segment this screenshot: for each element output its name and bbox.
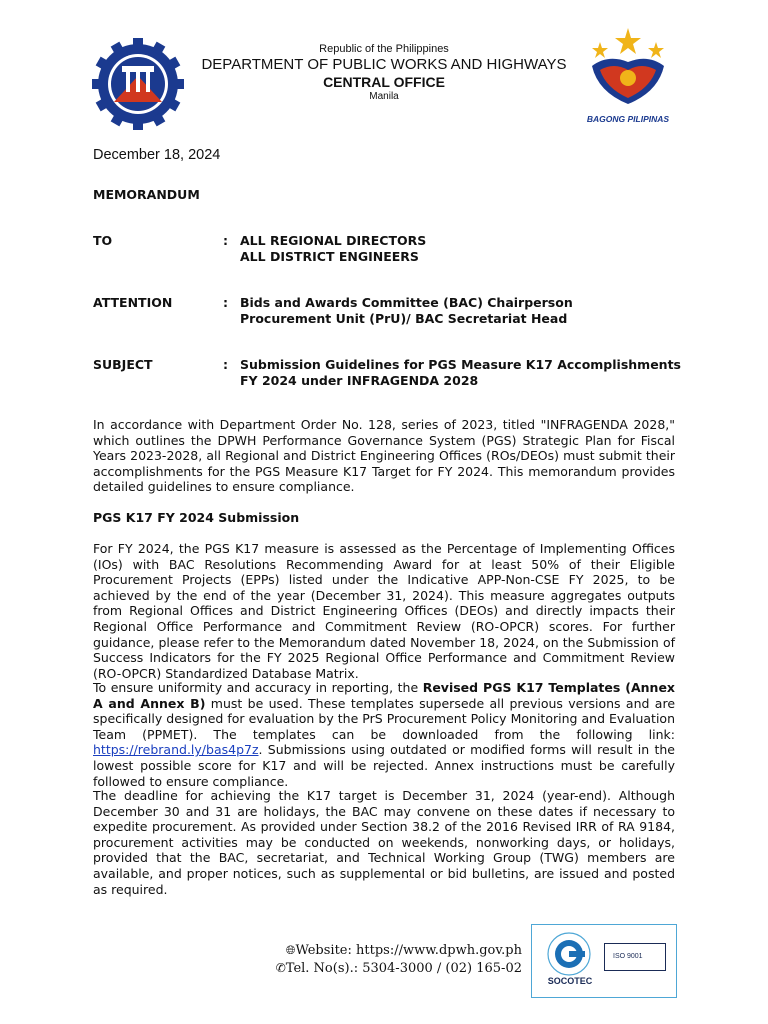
memo-date: December 18, 2024 <box>93 147 221 163</box>
iso-label: ISO 9001 <box>613 953 643 960</box>
to-values <box>240 233 690 265</box>
to-value-line: ALL DISTRICT ENGINEERS <box>240 249 419 264</box>
city-name: Manila <box>369 91 399 102</box>
to-value-line: ALL REGIONAL DIRECTORS <box>240 233 427 248</box>
to-row <box>93 233 683 267</box>
telephone-text: Tel. No(s).: 5304-3000 / (02) 165-02 <box>285 961 522 976</box>
website-line <box>240 941 522 960</box>
intro-paragraph: In accordance with Department Order No. 128, series of 2023, titled "INFRAGENDA 2028," which outlines the DPWH Performance Governance System (PGS) Strategic Plan for Fiscal Years 2023-2028, all Regional and District Engineering Offices (ROs/DEOs) must submit their accomplishments for the PGS Measure K17 Target for FY 2024. This memorandum provides detailed guidelines to ensure compliance. <box>93 417 675 495</box>
attention-value-line: Bids and Awards Committee (BAC) Chairperson <box>240 295 573 310</box>
subject-label: SUBJECT <box>93 357 153 372</box>
attention-colon: : <box>223 295 228 310</box>
attention-values <box>240 295 690 327</box>
subject-value-line: FY 2024 under INFRAGENDA 2028 <box>240 373 479 388</box>
subject-values <box>240 357 710 389</box>
to-colon: : <box>223 233 228 248</box>
office-name: CENTRAL OFFICE <box>323 74 445 90</box>
templates-bold-text: Revised PGS K17 Templates (Annex A and Annex B) <box>93 680 675 711</box>
republic-line: Republic of the Philippines <box>319 43 449 55</box>
subject-row <box>93 357 683 391</box>
iso-box <box>604 943 666 971</box>
templates-text-a: To ensure uniformity and accuracy in reporting, the <box>93 680 423 695</box>
memo-type: MEMORANDUM <box>93 187 200 202</box>
bagong-pilipinas-text: BAGONG PILIPINAS <box>586 114 670 124</box>
department-name: DEPARTMENT OF PUBLIC WORKS AND HIGHWAYS <box>201 56 567 73</box>
download-link[interactable]: https://rebrand.ly/bas4p7z <box>93 742 259 758</box>
phone-icon: ✆ <box>275 961 286 975</box>
templates-text-c: . Submissions using outdated or modified forms will result in the lowest possible score for K17 and will be rejected. Annex instructions must be carefully followed to ensure compliance. <box>93 742 675 789</box>
deadline-paragraph: The deadline for achieving the K17 target is December 31, 2024 (year-end). Although December 30 and 31 are holidays, the BAC may convene on these dates if necessary to expedite procurement. As provided under Section 38.2 of the 2016 Revised IRR of RA 9184, procurement activities may be conducted on weekends, nonworking days, or holidays, provided that the BAC, secretariat, and Technical Working Group (TWG) members are available, and proper notices, such as supplemental or bid bulletins, are issued and posted as required. <box>93 788 675 897</box>
section-title: PGS K17 FY 2024 Submission <box>93 510 300 525</box>
k17-description-paragraph: For FY 2024, the PGS K17 measure is assessed as the Percentage of Implementing Offices (IOs) with BAC Resolutions Recommending Award for at least 50% of their Eligible Procurement Projects (EPPs) listed under the Indicative APP-Non-CSE FY 2025, to be achieved by the end of the year (December 31, 2024). This measure aggregates outputs from Regional Offices and District Engineering Offices (DEOs) and directly impacts their Regional Office Performance and Commitment Review (RO-OPCR) scores. For further guidance, please refer to the Memorandum dated November 18, 2024, on the Submission of Success Indicators for the FY 2025 Regional Office Performance and Commitment Review (RO-OPCR) Standardized Database Matrix. <box>93 541 675 681</box>
attention-value-line: Procurement Unit (PrU)/ BAC Secretariat Head <box>240 311 568 326</box>
attention-row <box>93 295 683 329</box>
templates-text-b: must be used. These templates supersede all previous versions and are specifically designed for evaluation by the PrS Procurement Policy Monitoring and Evaluation Team (PPMET). The templates can be downloaded from the following link: <box>93 695 676 742</box>
telephone-line <box>240 959 522 978</box>
certification-emblem-icon <box>538 927 600 979</box>
attention-label: ATTENTION <box>93 295 173 310</box>
to-label: TO <box>93 233 113 248</box>
socotec-certification-badge <box>531 924 677 998</box>
website-text: Website: https://www.dpwh.gov.ph <box>295 943 522 958</box>
subject-colon: : <box>223 357 228 372</box>
bagong-pilipinas-emblem <box>578 26 678 106</box>
templates-paragraph <box>93 680 675 789</box>
subject-value-line: Submission Guidelines for PGS Measure K17 Accomplishments <box>240 357 681 372</box>
globe-icon: 🌐︎ <box>285 943 296 957</box>
socotec-brand: SOCOTEC <box>547 976 593 986</box>
bagong-pilipinas-logo <box>578 26 678 122</box>
